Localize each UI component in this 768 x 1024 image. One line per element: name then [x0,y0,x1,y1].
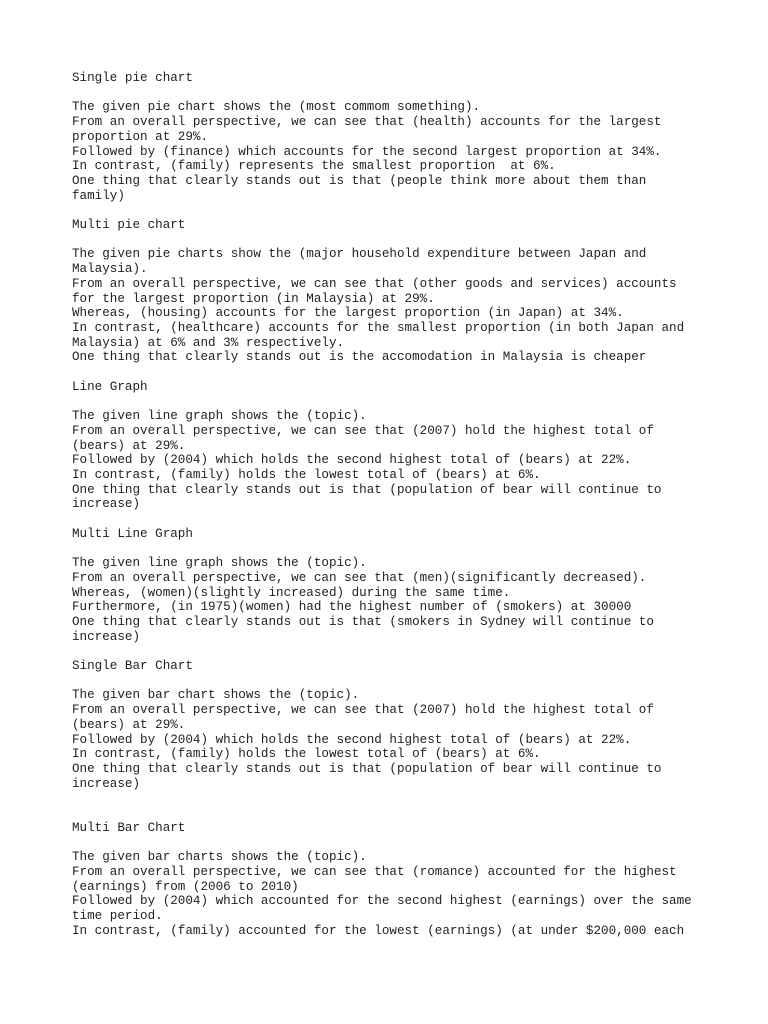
text-line: Followed by (2004) which holds the second highest total of (bears) at 22%. [72,732,632,747]
text-line: In contrast, (family) holds the lowest total of (bears) at 6%. [72,747,541,762]
text-line: In contrast, (family) holds the lowest total of (bears) at 6%. [72,467,541,482]
text-line: increase) [72,497,141,512]
section-paragraph [72,688,702,791]
text-line: Whereas, (women)(slightly increased) during the same time. [72,585,511,600]
text-line: Followed by (2004) which accounted for the second highest (earnings) over the same [72,894,692,909]
text-line: One thing that clearly stands out is that (population of bear will continue to [72,482,662,497]
text-line: Whereas, (housing) accounts for the largest proportion (in Japan) at 34%. [72,306,624,321]
text-line: From an overall perspective, we can see that (health) accounts for the largest [72,115,662,130]
text-line: In contrast, (family) accounted for the lowest (earnings) (at under $200,000 each [72,923,685,938]
text-line: Followed by (finance) which accounts for the second largest proportion at 34%. [72,144,662,159]
section-heading: Multi pie chart [72,218,186,232]
text-line: for the largest proportion (in Malaysia) at 29%. [72,291,435,306]
section-heading: Multi Bar Chart [72,820,186,835]
text-line: (bears) at 29%. [72,717,186,732]
section-multi-line-graph [72,527,702,645]
section-paragraph [72,409,702,512]
text-line: (bears) at 29%. [72,438,186,453]
text-line: The given bar charts shows the (topic). [72,850,367,865]
text-line: The given bar chart shows the (topic). [72,688,360,703]
text-line: The given line graph shows the (topic). [72,409,367,424]
text-line: proportion at 29%. [72,129,209,144]
text-line: From an overall perspective, we can see that (2007) hold the highest total of [72,423,654,438]
text-line: (earnings) from (2006 to 2010) [72,879,299,894]
text-line: time period. [72,908,163,923]
section-paragraph [72,100,702,203]
text-line: In contrast, (healthcare) accounts for the smallest proportion (in both Japan and [72,320,685,335]
text-line: The given pie charts show the (major household expenditure between Japan and [72,247,647,262]
section-single-pie-chart [72,71,702,203]
text-line: One thing that clearly stands out is that (population of bear will continue to [72,761,662,776]
text-line: In contrast, (family) represents the smallest proportion at 6%. [72,159,556,174]
text-line: From an overall perspective, we can see that (other goods and services) accounts [72,276,677,291]
text-line: Malaysia). [72,262,148,277]
section-heading: Single pie chart [72,71,193,85]
text-line: The given line graph shows the (topic). [72,556,367,571]
text-line: increase) [72,776,141,791]
text-line: The given pie chart shows the (most commom something). [72,100,481,115]
text-line: One thing that clearly stands out is the accomodation in Malaysia is cheaper [72,350,647,365]
section-single-bar-chart [72,659,702,791]
text-line: Malaysia) at 6% and 3% respectively. [72,335,345,350]
section-heading: Line Graph [72,379,148,394]
section-multi-bar-chart [72,821,702,939]
section-paragraph [72,247,702,365]
section-paragraph [72,556,702,644]
section-heading: Multi Line Graph [72,526,193,541]
text-line: One thing that clearly stands out is that (people think more about them than [72,173,647,188]
text-line: family) [72,188,125,203]
text-line: One thing that clearly stands out is that (smokers in Sydney will continue to [72,614,654,629]
text-line: increase) [72,629,141,644]
section-line-graph [72,380,702,512]
text-line: Followed by (2004) which holds the second highest total of (bears) at 22%. [72,453,632,468]
text-line: From an overall perspective, we can see that (men)(significantly decreased). [72,570,647,585]
section-heading: Single Bar Chart [72,659,193,673]
text-line: From an overall perspective, we can see that (2007) hold the highest total of [72,703,654,718]
text-line: From an overall perspective, we can see that (romance) accounted for the highest [72,864,677,879]
text-line: Furthermore, (in 1975)(women) had the highest number of (smokers) at 30000 [72,600,632,615]
section-multi-pie-chart [72,218,702,365]
section-paragraph [72,850,702,938]
document-page [72,71,702,938]
